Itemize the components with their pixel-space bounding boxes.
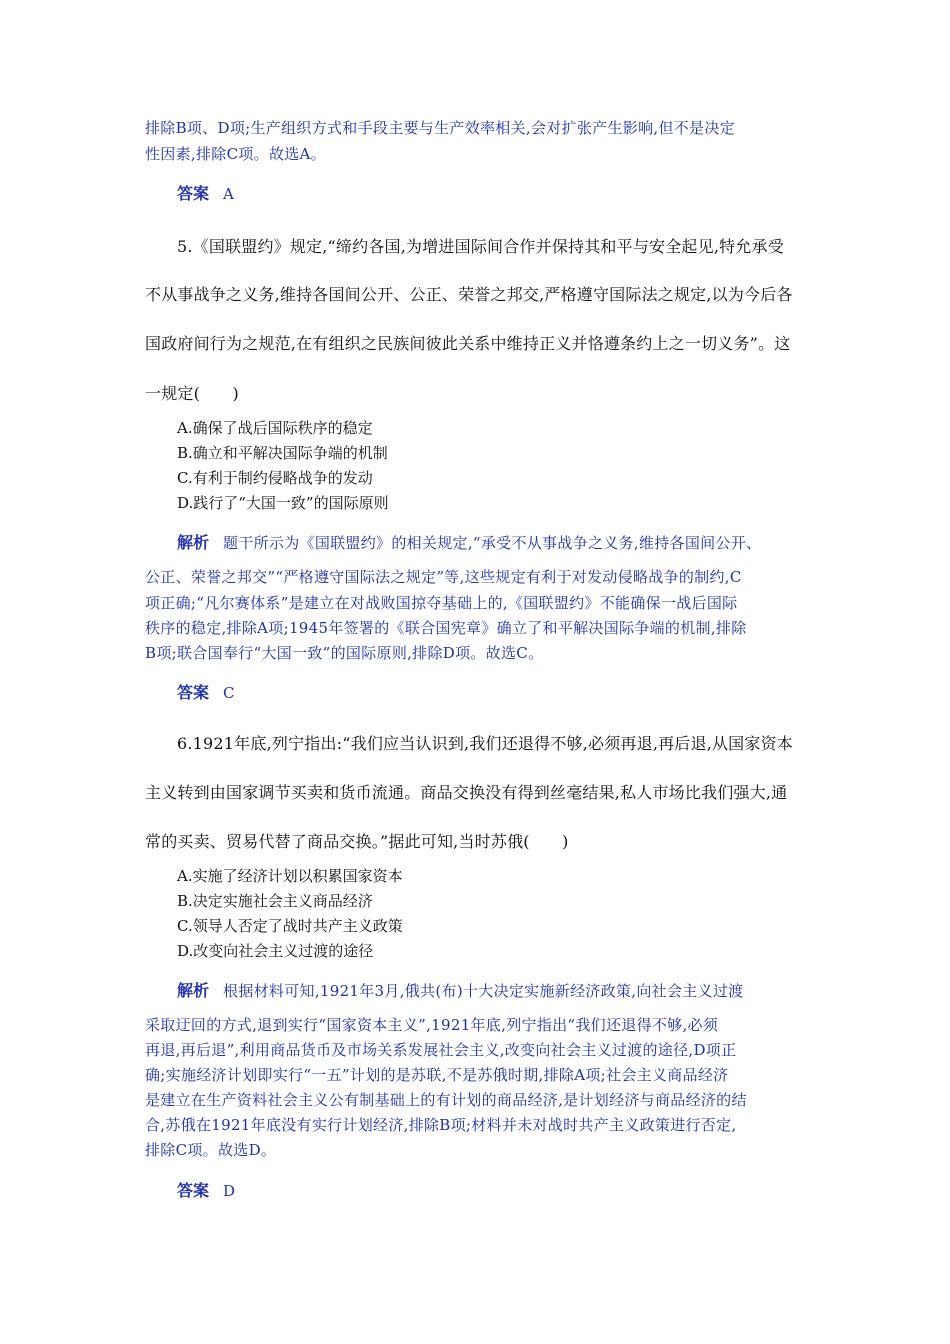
q6-stem-line-3: 常的买卖、贸易代替了商品交换。”据此可知,当时苏俄( ) bbox=[145, 832, 569, 851]
q5-analysis-line-1 bbox=[177, 530, 761, 553]
answer-label: 答案 bbox=[177, 1181, 210, 1200]
q5-option-b: B.确立和平解决国际争端的机制 bbox=[177, 444, 388, 462]
analysis-label: 解析 bbox=[177, 533, 210, 552]
q5-analysis-line-5: B项;联合国奉行“大国一致”的国际原则,排除D项。故选C。 bbox=[145, 644, 544, 662]
q6-option-a: A.实施了经济计划以积累国家资本 bbox=[177, 867, 403, 885]
q5-option-a: A.确保了战后国际秩序的稳定 bbox=[177, 419, 373, 437]
q6-analysis-line-5: 是建立在生产资料社会主义公有制基础上的有计划的商品经济,是计划经济与商品经济的结 bbox=[145, 1091, 747, 1109]
q6-option-d: D.改变向社会主义过渡的途径 bbox=[177, 942, 374, 960]
answer-label: 答案 bbox=[177, 683, 210, 702]
q6-analysis-line-3: 再退,再后退”,利用商品货币及市场关系发展社会主义,改变向社会主义过渡的途径,D项正 bbox=[145, 1041, 737, 1059]
answer-label: 答案 bbox=[177, 184, 210, 203]
q5-analysis-line-3: 项正确;“凡尔赛体系”是建立在对战败国掠夺基础上的,《国联盟约》不能确保一战后国际 bbox=[145, 594, 738, 612]
q5-option-c: C.有利于制约侵略战争的发动 bbox=[177, 469, 373, 487]
q6-stem-line-1: 6.1921年底,列宁指出:“我们应当认识到,我们还退得不够,必须再退,再后退,从国家资本 bbox=[177, 734, 793, 753]
q5-analysis-line-2: 公正、荣誉之邦交”“严格遵守国际法之规定”等,这些规定有利于对发动侵略战争的制约,C bbox=[145, 568, 742, 586]
answer-5 bbox=[177, 680, 235, 703]
q5-analysis-line-4: 秩序的稳定,排除A项;1945年签署的《联合国宪章》确立了和平解决国际争端的机制,排除 bbox=[145, 619, 747, 637]
q5-stem-line-1: 5.《国联盟约》规定,“缔约各国,为增进国际间合作并保持其和平与安全起见,特允承受 bbox=[177, 237, 784, 256]
q6-analysis-line-6: 合,苏俄在1921年底没有实行计划经济,排除B项;材料并未对战时共产主义政策进行否定, bbox=[145, 1116, 737, 1134]
intro-line-1: 排除B项、D项;生产组织方式和手段主要与生产效率相关,会对扩张产生影响,但不是决定 bbox=[145, 119, 735, 137]
answer-5-value: C bbox=[223, 684, 235, 702]
q6-option-b: B.决定实施社会主义商品经济 bbox=[177, 892, 373, 910]
q6-analysis-line-1 bbox=[177, 978, 743, 1001]
analysis-label: 解析 bbox=[177, 981, 210, 1000]
q6-analysis-line-7: 排除C项。故选D。 bbox=[145, 1141, 277, 1159]
intro-line-2: 性因素,排除C项。故选A。 bbox=[145, 145, 326, 163]
answer-6-value: D bbox=[223, 1182, 236, 1200]
q6-analysis-line-2: 采取迂回的方式,退到实行“国家资本主义”,1921年底,列宁指出“我们还退得不够,必须 bbox=[145, 1016, 719, 1034]
q5-analysis-text-1: 题干所示为《国联盟约》的相关规定,“承受不从事战争之义务,维持各国间公开、 bbox=[223, 534, 762, 552]
answer-4-value: A bbox=[223, 185, 234, 203]
answer-6 bbox=[177, 1178, 235, 1201]
q6-stem-line-2: 主义转到由国家调节买卖和货币流通。商品交换没有得到丝毫结果,私人市场比我们强大,通 bbox=[145, 783, 788, 802]
q6-analysis-line-4: 确;实施经济计划即实行“一五”计划的是苏联,不是苏俄时期,排除A项;社会主义商品经济 bbox=[145, 1066, 729, 1084]
q6-option-c: C.领导人否定了战时共产主义政策 bbox=[177, 917, 403, 935]
q6-analysis-text-1: 根据材料可知,1921年3月,俄共(布)十大决定实施新经济政策,向社会主义过渡 bbox=[223, 982, 744, 1000]
q5-stem-line-3: 国政府间行为之规范,在有组织之民族间彼此关系中维持正义并恪遵条约上之一切义务”。这 bbox=[145, 334, 791, 353]
q5-option-d: D.践行了“大国一致”的国际原则 bbox=[177, 494, 389, 512]
q5-stem-line-4: 一规定( ) bbox=[145, 384, 239, 403]
q5-stem-line-2: 不从事战争之义务,维持各国间公开、公正、荣誉之邦交,严格遵守国际法之规定,以为今后各 bbox=[145, 285, 793, 304]
answer-4 bbox=[177, 181, 234, 204]
